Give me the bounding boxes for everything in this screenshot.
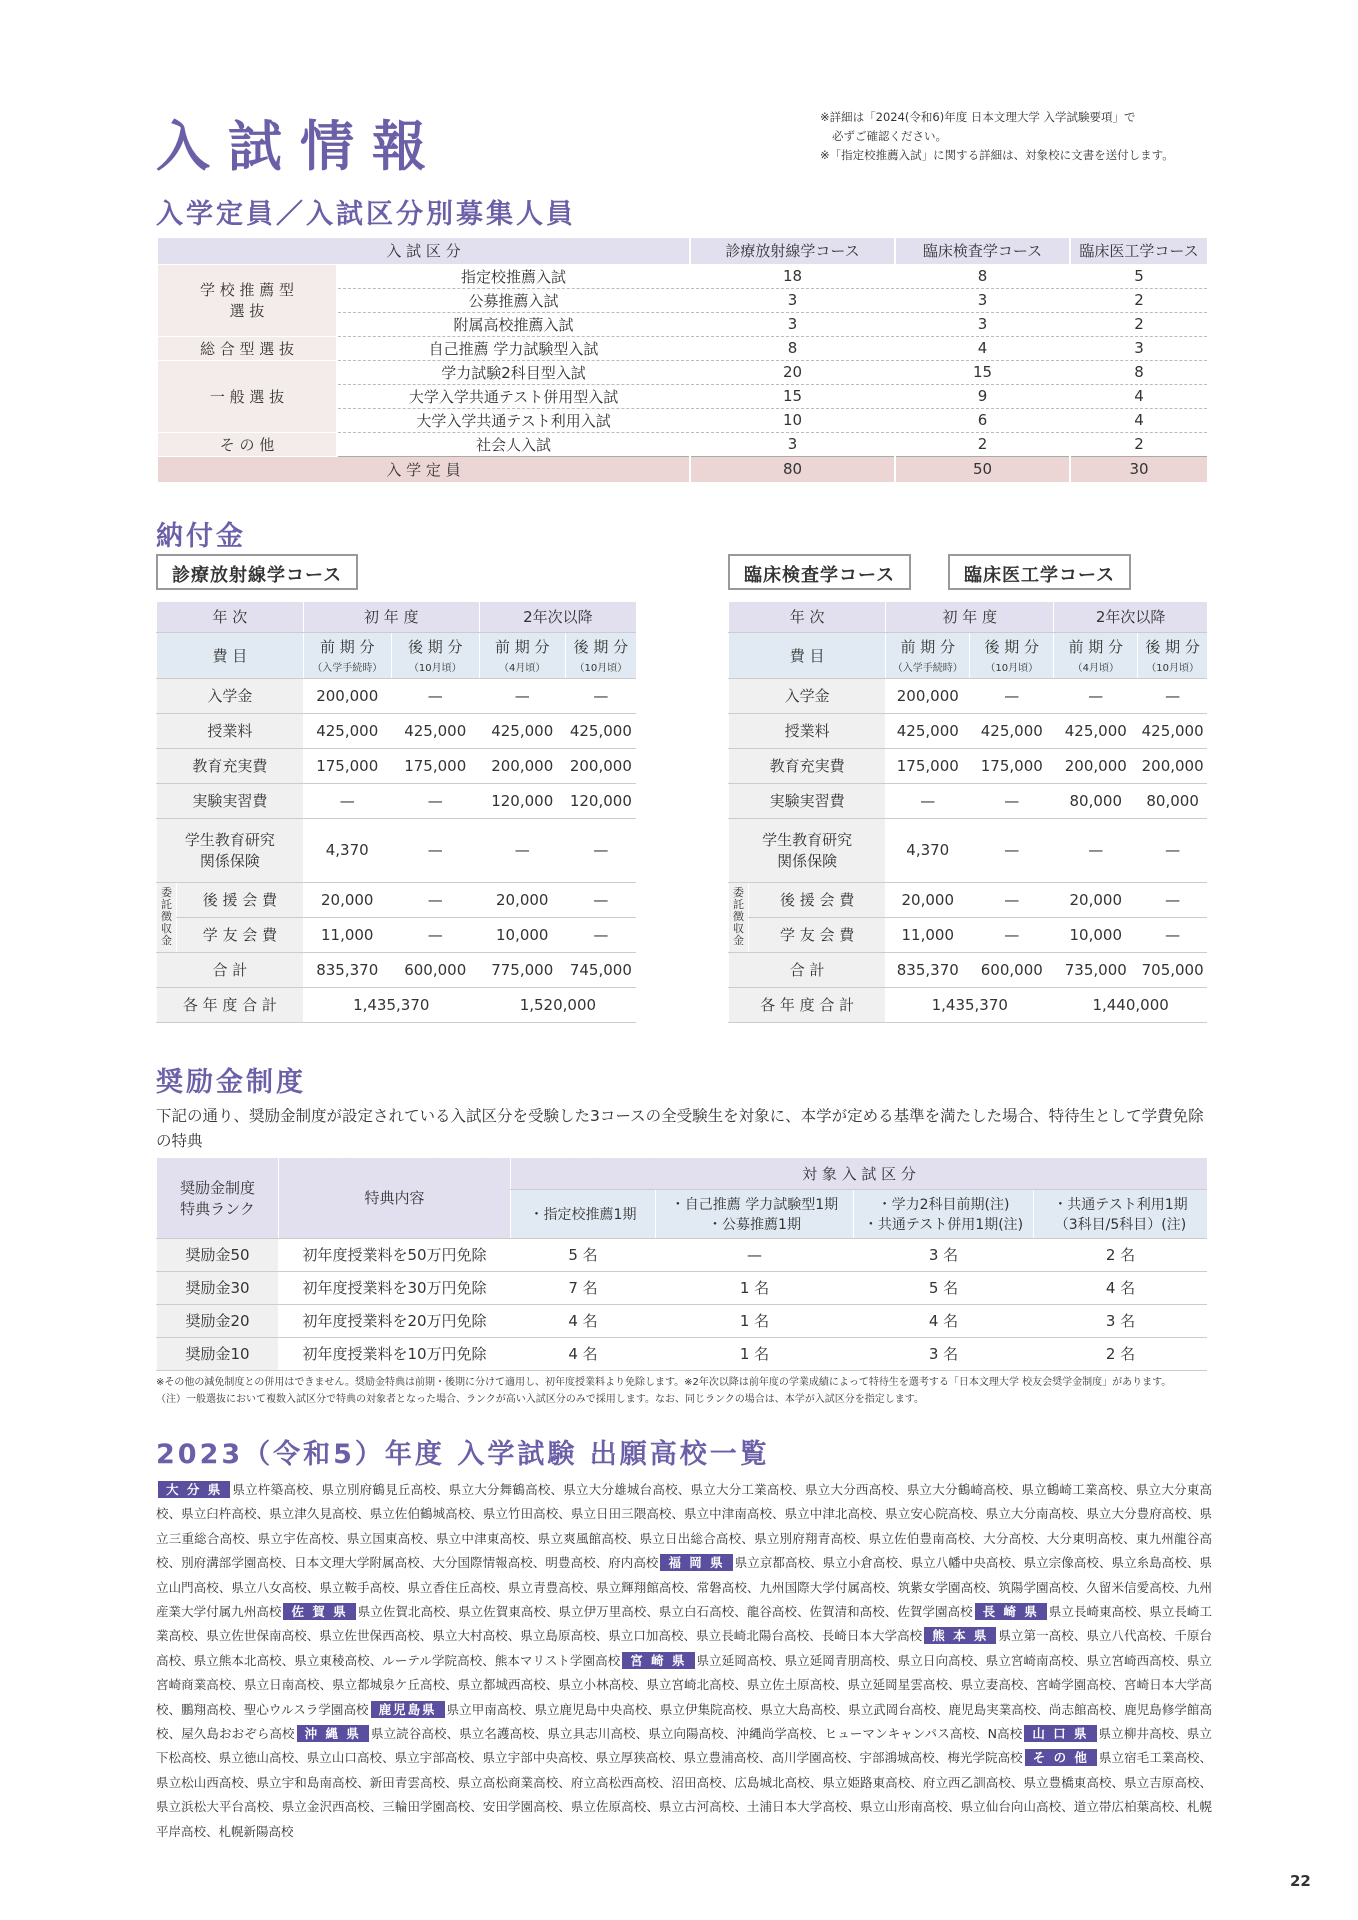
quota-cell: 3 — [895, 312, 1070, 336]
fee-header: 費 目 — [157, 632, 304, 678]
fee-label: 授業料 — [729, 713, 886, 748]
fee-cell: 600,000 — [970, 952, 1054, 987]
entrusted-fees-label — [729, 882, 749, 952]
quota-cell: 9 — [895, 384, 1070, 408]
sch-col-header — [656, 1189, 854, 1238]
fee-cell: — — [303, 783, 391, 818]
prefecture-badge: 福 岡 県 — [660, 1554, 732, 1571]
sch-rank: 奨励金20 — [157, 1304, 279, 1337]
fee-cell: 835,370 — [886, 952, 970, 987]
fee-cell: 20,000 — [303, 882, 391, 917]
fee-label: 入学金 — [157, 678, 304, 713]
course-label-clinical-engineering: 臨床医工学コース — [948, 554, 1131, 590]
quota-header: 診療放射線学コース — [690, 238, 895, 264]
vertical-char: 託 — [161, 898, 172, 911]
fee-subheader-note: （10月頃） — [408, 663, 462, 674]
page-number: 22 — [1290, 1872, 1311, 1890]
quota-cell: 附属高校推薦入試 — [337, 312, 690, 336]
fee-year-total: 1,520,000 — [479, 987, 636, 1022]
fee-subheader-label: 後 期 分 — [1145, 638, 1200, 656]
fee-cell: 200,000 — [565, 748, 636, 783]
sch-header-line: 奨励金制度 — [179, 1178, 255, 1197]
sch-cell: 7 名 — [511, 1271, 656, 1304]
fee-cell: 4,370 — [303, 818, 391, 882]
quota-cell: 2 — [895, 432, 1070, 456]
fee-subheader — [886, 632, 970, 678]
fee-cell: 425,000 — [970, 713, 1054, 748]
sch-col-header — [1034, 1189, 1208, 1238]
fee-subheader — [391, 632, 479, 678]
fee-subheader-label: 後 期 分 — [407, 638, 463, 656]
prefecture-badge: 長 崎 県 — [975, 1603, 1047, 1620]
sch-cell: 3 名 — [1034, 1304, 1208, 1337]
fee-cell: 775,000 — [479, 952, 565, 987]
quota-cell: 4 — [1070, 384, 1207, 408]
quota-cell: 4 — [895, 336, 1070, 360]
fee-label-line: 関係保険 — [777, 852, 838, 870]
fee-label: 学 友 会 費 — [749, 917, 886, 952]
sch-rank: 奨励金30 — [157, 1271, 279, 1304]
sch-col-line: ・公募推薦1期 — [708, 1216, 801, 1233]
sch-header: 特典内容 — [279, 1158, 511, 1238]
fee-label: 合 計 — [729, 952, 886, 987]
quota-total: 80 — [690, 456, 895, 482]
fee-cell: 175,000 — [303, 748, 391, 783]
school-names: 県立甲南高校、県立鹿児島中央高校、県立伊集院高校、県立大島高校、県立武岡台高校、鹿児島実業高校、尚志館高校、鹿児島修学館高校、屋久島おおぞら高校 — [156, 1701, 1212, 1742]
sch-cell: 1 名 — [656, 1337, 854, 1370]
fee-cell: 200,000 — [303, 678, 391, 713]
fee-cell: 425,000 — [886, 713, 970, 748]
sch-col-line: （3科目/5科目）(注) — [1054, 1216, 1187, 1233]
fee-cell: 20,000 — [479, 882, 565, 917]
quota-cell: 2 — [1070, 312, 1207, 336]
fee-cell: — — [1054, 678, 1138, 713]
fee-label: 実験実習費 — [157, 783, 304, 818]
quota-cell: 3 — [1070, 336, 1207, 360]
fee-cell: 120,000 — [565, 783, 636, 818]
sch-header-line: 特典ランク — [180, 1199, 255, 1218]
footnote: ※その他の減免制度との併用はできません。奨励金特典は前期・後期に分けて適用し、初年度授業料より免除します。※2年次以降は前年度の学業成績によって特待生を選考する「日本文理大学 校友会奨学金制度」があります。 — [156, 1377, 1172, 1388]
fee-cell: — — [1138, 678, 1207, 713]
quota-cell: 3 — [690, 288, 895, 312]
fee-subheader-label: 前 期 分 — [494, 638, 550, 656]
fee-cell: 425,000 — [1138, 713, 1207, 748]
fee-label: 後 援 会 費 — [177, 882, 304, 917]
vertical-char: 託 — [733, 898, 744, 911]
fee-table-radiology — [156, 602, 636, 1023]
vertical-char: 収 — [733, 922, 744, 935]
fee-cell: — — [970, 818, 1054, 882]
sch-cell: 5 名 — [511, 1238, 656, 1271]
quota-group: 一 般 選 抜 — [157, 360, 337, 432]
sch-cell: 初年度授業料を10万円免除 — [279, 1337, 511, 1370]
sch-rank: 奨励金50 — [157, 1238, 279, 1271]
prefecture-badge: 沖 縄 県 — [297, 1725, 369, 1742]
fee-cell: — — [479, 678, 565, 713]
quota-cell: 10 — [690, 408, 895, 432]
fee-subheader-label: 前 期 分 — [900, 638, 956, 656]
sch-col-line: ・自己推薦 学力試験型1期 — [670, 1196, 839, 1213]
description-line: 下記の通り、奨励金制度が設定されている入試区分を受験した3コースの全受験生を対象に、本学が定める基準を満たした場合、特待生として学費免除の特典 — [156, 1107, 1204, 1150]
prefecture-badge: 大 分 県 — [158, 1481, 230, 1498]
fee-subheader — [970, 632, 1054, 678]
note-line: 必ずご確認ください。 — [832, 129, 947, 143]
fee-cell: — — [565, 917, 636, 952]
fee-cell: 425,000 — [303, 713, 391, 748]
fee-subheader — [565, 632, 636, 678]
fee-subheader-label: 前 期 分 — [1068, 638, 1124, 656]
fee-cell: 200,000 — [479, 748, 565, 783]
vertical-char: 委 — [161, 886, 172, 899]
fee-label-line: 学生教育研究 — [184, 831, 275, 849]
fee-label: 各 年 度 合 計 — [157, 987, 304, 1022]
fee-cell: — — [479, 818, 565, 882]
sch-cell: 3 名 — [854, 1337, 1034, 1370]
quota-group-label: 学 校 推 薦 型 — [199, 281, 295, 299]
fee-cell: 175,000 — [391, 748, 479, 783]
fee-cell: 600,000 — [391, 952, 479, 987]
school-names: 県立柳井高校、県立下松高校、県立徳山高校、県立山口高校、県立宇部高校、県立宇部中央高校、県立厚狭高校、県立豊浦高校、高川学園高校、宇部鴻城高校、梅光学院高校 — [156, 1726, 1212, 1766]
fee-cell: 80,000 — [1138, 783, 1207, 818]
fee-label — [729, 818, 886, 882]
quota-header: 臨床検査学コース — [895, 238, 1070, 264]
fee-header: 費 目 — [729, 632, 886, 678]
prefecture-badge: 山 口 県 — [1024, 1725, 1096, 1742]
fee-label: 入学金 — [729, 678, 886, 713]
quota-total-label: 入 学 定 員 — [157, 456, 690, 482]
prefecture-badge: 佐 賀 県 — [283, 1603, 355, 1620]
quota-cell: 8 — [690, 336, 895, 360]
fee-cell: — — [565, 882, 636, 917]
fee-subheader-note: （4月頃） — [499, 663, 546, 674]
sch-cell: 3 名 — [854, 1238, 1034, 1271]
fee-cell: 745,000 — [565, 952, 636, 987]
quota-cell: 大学入学共通テスト併用型入試 — [337, 384, 690, 408]
scholarship-table — [156, 1158, 1207, 1371]
fee-year-total: 1,435,370 — [303, 987, 479, 1022]
quota-cell: 公募推薦入試 — [337, 288, 690, 312]
fee-cell: 175,000 — [970, 748, 1054, 783]
fee-cell: 200,000 — [1054, 748, 1138, 783]
scholarship-section-title: 奨励金制度 — [156, 1067, 306, 1098]
fee-header: 年 次 — [729, 602, 886, 632]
fee-header: 初 年 度 — [303, 602, 479, 632]
quota-cell: 3 — [690, 432, 895, 456]
fee-label — [157, 818, 304, 882]
quota-header: 臨床医工学コース — [1070, 238, 1207, 264]
fee-cell: — — [391, 917, 479, 952]
fee-cell: 425,000 — [391, 713, 479, 748]
fees-section-title: 納付金 — [156, 521, 246, 552]
prefecture-badge: 熊 本 県 — [924, 1627, 996, 1644]
fee-subheader-label: 後 期 分 — [573, 638, 629, 656]
fee-subheader-label: 前 期 分 — [319, 638, 375, 656]
fee-cell: 20,000 — [886, 882, 970, 917]
fee-cell: — — [1054, 818, 1138, 882]
quota-cell: 6 — [895, 408, 1070, 432]
fee-cell: — — [970, 882, 1054, 917]
fee-cell: — — [391, 783, 479, 818]
quota-total: 50 — [895, 456, 1070, 482]
sch-header: 対 象 入 試 区 分 — [511, 1158, 1208, 1189]
fee-cell: — — [886, 783, 970, 818]
sch-cell: — — [656, 1238, 854, 1271]
fee-cell: 425,000 — [1054, 713, 1138, 748]
sch-cell: 2 名 — [1034, 1238, 1208, 1271]
fee-cell: 735,000 — [1054, 952, 1138, 987]
school-names: 県立読谷高校、県立名護高校、県立具志川高校、県立向陽高校、沖縄尚学高校、ヒューマンキャンパス高校、N高校 — [370, 1726, 1023, 1742]
fee-subheader-note: （入学手続時） — [892, 663, 963, 674]
fee-subheader — [1138, 632, 1207, 678]
fee-header: 年 次 — [157, 602, 304, 632]
fee-cell: 80,000 — [1054, 783, 1138, 818]
fee-year-total: 1,440,000 — [1054, 987, 1207, 1022]
course-label-radiology: 診療放射線学コース — [156, 554, 358, 590]
quota-cell: 5 — [1070, 264, 1207, 288]
schools-list — [156, 1478, 1212, 1844]
sch-cell: 初年度授業料を30万円免除 — [279, 1271, 511, 1304]
fee-cell: 11,000 — [886, 917, 970, 952]
page-title: 入試情報 — [156, 115, 444, 178]
sch-cell: 4 名 — [854, 1304, 1034, 1337]
fee-label: 実験実習費 — [729, 783, 886, 818]
schools-section-title: 2023（令和5）年度 入学試験 出願高校一覧 — [156, 1439, 770, 1470]
fee-label: 各 年 度 合 計 — [729, 987, 886, 1022]
fee-cell: 200,000 — [1138, 748, 1207, 783]
fee-subheader-note: （10月頃） — [1146, 663, 1199, 674]
quota-group — [157, 264, 337, 336]
fee-cell: — — [391, 678, 479, 713]
vertical-char: 金 — [161, 934, 172, 947]
quota-cell: 自己推薦 学力試験型入試 — [337, 336, 690, 360]
quota-group-label: 選 抜 — [229, 302, 265, 320]
fee-cell: 835,370 — [303, 952, 391, 987]
quota-total: 30 — [1070, 456, 1207, 482]
fee-cell: — — [1138, 818, 1207, 882]
fee-label-line: 関係保険 — [199, 852, 260, 870]
quota-cell: 18 — [690, 264, 895, 288]
sch-cell: 4 名 — [511, 1304, 656, 1337]
course-label-clinical-lab: 臨床検査学コース — [728, 554, 911, 590]
sch-col-header: ・指定校推薦1期 — [511, 1189, 656, 1238]
fee-subheader — [303, 632, 391, 678]
sch-cell: 初年度授業料を20万円免除 — [279, 1304, 511, 1337]
entrusted-fees-label — [157, 882, 177, 952]
fee-cell: — — [1138, 882, 1207, 917]
quota-cell: 大学入学共通テスト利用入試 — [337, 408, 690, 432]
sch-cell: 2 名 — [1034, 1337, 1208, 1370]
footnote: （注）一般選抜において複数入試区分で特典の対象者となった場合、ランクが高い入試区分のみで採用します。なお、同じランクの場合は、本学が入試区分を指定します。 — [156, 1394, 924, 1405]
header-notes — [820, 108, 1174, 165]
fee-year-total: 1,435,370 — [886, 987, 1054, 1022]
school-names: 県立宿毛工業高校、県立松山西高校、県立宇和島南高校、新田青雲高校、県立高松商業高校、府立高松西高校、沼田高校、広島城北高校、県立姫路東高校、府立西乙訓高校、県立豊橋東高校、県立吉原高校、県立浜松大平台高校、県立金沢西高校、三輪田学園高校、安田学園高校、県立佐原高校、県立古河高校、土浦日本大学高校、県立山形南高校、県立仙台向山高校、道立帯広柏葉高校、札幌平岸高校、札幌新陽高校 — [156, 1750, 1212, 1839]
vertical-char: 収 — [161, 922, 172, 935]
prefecture-badge: 宮 崎 県 — [622, 1652, 694, 1669]
quota-cell: 3 — [690, 312, 895, 336]
quota-header: 入 試 区 分 — [157, 238, 690, 264]
fee-header: 2年次以降 — [479, 602, 636, 632]
fee-cell: 425,000 — [479, 713, 565, 748]
sch-cell: 1 名 — [656, 1304, 854, 1337]
fee-cell: — — [565, 678, 636, 713]
sch-rank: 奨励金10 — [157, 1337, 279, 1370]
prefecture-badge: 鹿児島県 — [371, 1701, 445, 1718]
sch-cell: 5 名 — [854, 1271, 1034, 1304]
quota-group: 総 合 型 選 抜 — [157, 336, 337, 360]
fee-cell: 425,000 — [565, 713, 636, 748]
fee-cell: — — [1138, 917, 1207, 952]
quota-cell: 学力試験2科目型入試 — [337, 360, 690, 384]
sch-col-header — [854, 1189, 1034, 1238]
fee-cell: 10,000 — [1054, 917, 1138, 952]
quota-cell: 8 — [895, 264, 1070, 288]
fee-cell: 705,000 — [1138, 952, 1207, 987]
quota-cell: 8 — [1070, 360, 1207, 384]
quota-cell: 指定校推薦入試 — [337, 264, 690, 288]
fee-cell: — — [970, 917, 1054, 952]
quota-cell: 3 — [895, 288, 1070, 312]
sch-cell: 4 名 — [511, 1337, 656, 1370]
fee-cell: — — [391, 818, 479, 882]
fee-cell: 20,000 — [1054, 882, 1138, 917]
fee-subheader — [1054, 632, 1138, 678]
fee-subheader-note: （4月頃） — [1072, 663, 1119, 674]
vertical-char: 金 — [733, 934, 744, 947]
fee-subheader-label: 後 期 分 — [984, 638, 1040, 656]
fee-cell: 200,000 — [886, 678, 970, 713]
fee-label: 教育充実費 — [729, 748, 886, 783]
note-line: ※「指定校推薦入試」に関する詳細は、対象校に文書を送付します。 — [820, 148, 1174, 162]
sch-cell: 4 名 — [1034, 1271, 1208, 1304]
fee-cell: — — [970, 678, 1054, 713]
quota-cell: 20 — [690, 360, 895, 384]
fee-subheader-note: （10月頃） — [985, 663, 1039, 674]
quota-group: そ の 他 — [157, 432, 337, 456]
school-names: 県立佐賀北高校、県立佐賀東高校、県立伊万里高校、県立白石高校、龍谷高校、佐賀清和高校、佐賀学園高校 — [357, 1604, 973, 1620]
fee-cell: 10,000 — [479, 917, 565, 952]
fee-cell: 11,000 — [303, 917, 391, 952]
sch-cell: 1 名 — [656, 1271, 854, 1304]
fee-cell: 120,000 — [479, 783, 565, 818]
fee-cell: 4,370 — [886, 818, 970, 882]
vertical-char: 徴 — [733, 910, 744, 923]
fee-label: 教育充実費 — [157, 748, 304, 783]
vertical-char: 徴 — [161, 910, 172, 923]
fee-label: 学 友 会 費 — [177, 917, 304, 952]
sch-col-line: ・学力2科目前期(注) — [877, 1196, 1010, 1213]
fee-subheader-note: （入学手続時） — [312, 663, 383, 674]
fee-header: 初 年 度 — [886, 602, 1054, 632]
fee-subheader — [479, 632, 565, 678]
fee-label: 授業料 — [157, 713, 304, 748]
fee-label: 後 援 会 費 — [749, 882, 886, 917]
school-names: 県立延岡高校、県立延岡青朋高校、県立日向高校、県立宮崎南高校、県立宮崎西高校、県立宮崎商業高校、県立日南高校、県立都城泉ケ丘高校、県立都城西高校、県立小林高校、県立宮崎北高校、県立佐土原高校、県立延岡星雲高校、県立妻高校、宮崎学園高校、宮崎日本大学高校、鵬翔高校、聖心ウルスラ学園高校 — [156, 1652, 1212, 1717]
quota-cell: 4 — [1070, 408, 1207, 432]
fee-table-clinical — [728, 602, 1207, 1023]
prefecture-badge: そ の 他 — [1025, 1749, 1097, 1766]
school-names: 県立長崎東高校、県立長崎工業高校、県立佐世保南高校、県立佐世保西高校、県立大村高校、県立島原高校、県立口加高校、県立長崎北陽台高校、長崎日本大学高校 — [156, 1604, 1212, 1644]
quota-cell: 2 — [1070, 288, 1207, 312]
fee-cell: — — [565, 818, 636, 882]
vertical-char: 委 — [733, 886, 744, 899]
school-names: 県立第一高校、県立八代高校、千原台高校、県立熊本北高校、県立東稜高校、ルーテル学院高校、熊本マリスト学園高校 — [156, 1628, 1212, 1668]
school-names: 県立杵築高校、県立別府鶴見丘高校、県立大分舞鶴高校、県立大分雄城台高校、県立大分工業高校、県立大分西高校、県立大分鶴崎高校、県立鶴崎工業高校、県立大分東高校、県立臼杵高校、県立津久見高校、県立佐伯鶴城高校、県立竹田高校、県立日田三隈高校、県立中津南高校、県立中津北高校、県立安心院高校、県立大分南高校、県立大分豊府高校、県立三重総合高校、県立宇佐高校、県立国東高校、県立中津東高校、県立爽風館高校、県立日出総合高校、県立別府翔青高校、県立佐伯豊南高校、大分高校、大分東明高校、東九州龍谷高校、別府溝部学園高校、日本文理大学附属高校、大分国際情報高校、明豊高校、府内高校 — [156, 1482, 1212, 1571]
quota-cell: 社会人入試 — [337, 432, 690, 456]
sch-col-line: ・共通テスト併用1期(注) — [863, 1216, 1024, 1233]
sch-header — [157, 1158, 279, 1238]
fee-label-line: 学生教育研究 — [762, 831, 853, 849]
sch-col-line: ・共通テスト利用1期 — [1053, 1196, 1188, 1213]
quota-cell: 15 — [895, 360, 1070, 384]
fee-cell: — — [391, 882, 479, 917]
fee-subheader-note: （10月頃） — [574, 663, 628, 674]
fee-cell: 175,000 — [886, 748, 970, 783]
sch-cell: 初年度授業料を50万円免除 — [279, 1238, 511, 1271]
quota-section-title: 入学定員／入試区分別募集人員 — [156, 199, 576, 230]
fee-label: 合 計 — [157, 952, 304, 987]
fee-cell: — — [970, 783, 1054, 818]
quota-table — [156, 238, 1207, 482]
scholarship-notes — [156, 1374, 1212, 1408]
school-names: 県立京都高校、県立小倉高校、県立八幡中央高校、県立宗像高校、県立糸島高校、県立山門高校、県立八女高校、県立鞍手高校、県立香住丘高校、県立青豊高校、県立輝翔館高校、常磐高校、九州国際大学付属高校、筑紫女学園高校、筑陽学園高校、久留米信愛高校、九州産業大学付属九州高校 — [156, 1555, 1212, 1620]
quota-cell: 2 — [1070, 432, 1207, 456]
quota-cell: 15 — [690, 384, 895, 408]
fee-header: 2年次以降 — [1054, 602, 1207, 632]
note-line: ※詳細は「2024(令和6)年度 日本文理大学 入学試験要項」で — [820, 110, 1136, 124]
